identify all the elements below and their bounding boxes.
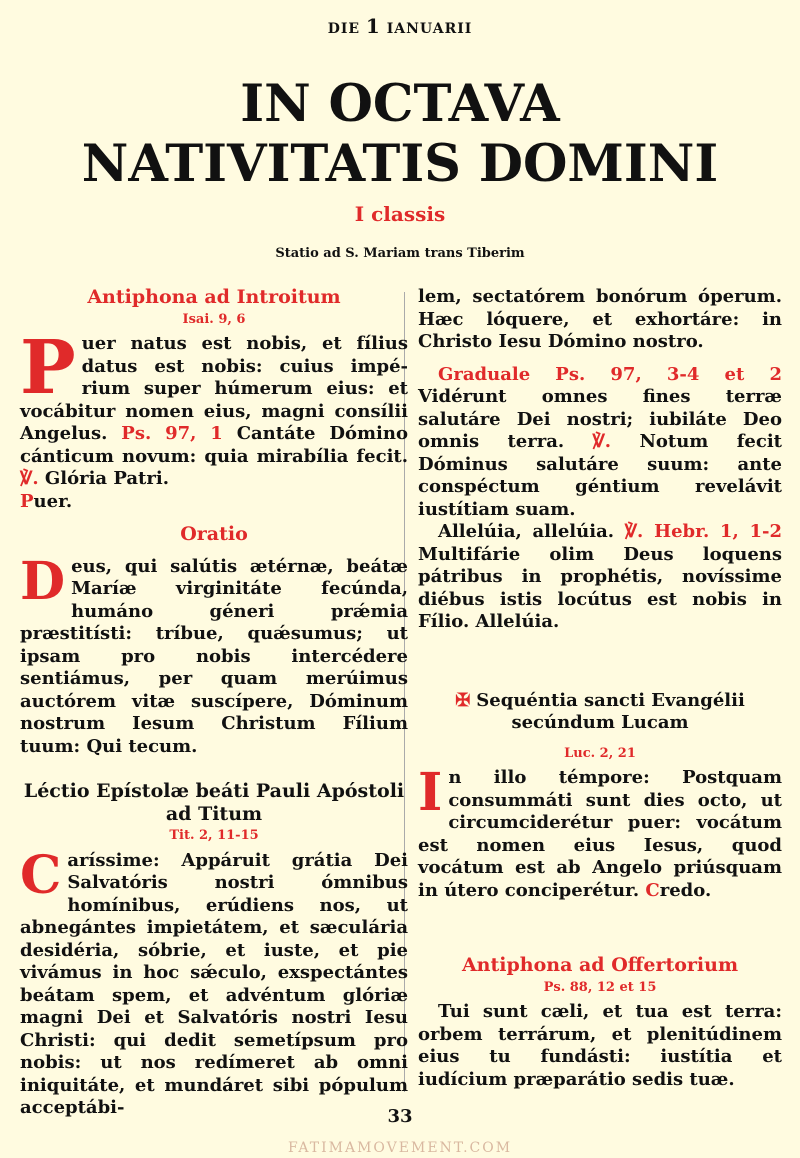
left-column [20,286,408,1120]
gospel-text: n illo témpore: Postquam consummáti sunt dies octo, ut circumciderétur puer: vocátum est nomen eius Iesus, quod vocátum est ab Angelo priúsquam in útero conciperétur. [418,767,782,901]
introit-gloria: Glória Patri. [44,468,169,489]
spacer [418,902,782,954]
alleluia-ref: Hebr. 1, 1-2 [654,521,782,542]
introit-heading: Antiphona ad Introitum [87,286,341,308]
right-column [418,286,782,1091]
title-line-1: IN OCTAVA [240,74,560,134]
gradual-label: Graduale Ps. 97, 3-4 et 2 [438,363,782,385]
running-head [0,14,800,38]
gospel-dropcap: I [418,762,443,823]
page-title [0,74,800,194]
statio: Statio ad S. Mariam trans Tiberim [275,246,525,261]
credo-cap: C [645,879,660,901]
oratio-dropcap: D [20,550,66,612]
introit-dropcap: P [20,325,76,411]
introit-psalm-ref: Ps. 97, 1 [121,423,223,444]
offertory-ref: Ps. 88, 12 et 15 [543,979,657,995]
epistle-dropcap: C [20,844,62,906]
epistle-text: aríssime: Appáruit grátia Dei Salvatóris nostri ómnibus homínibus, erúdiens nos, ut abnegántes impietátem, et sæculária desidéria, sóbrie, et iuste, et pie vivámus in hoc sǽculo, exspectántes beátam spem, et advéntum glóriæ magni Dei et Salvatóris nostri Iesu Christi: qui dedit semetípsum pro nobis: ut nos redímeret ab omni iniquitáte, et mundáret sibi pópulum acceptábi- [20,849,408,1118]
epistle-continued: lem, sectatórem bonórum óperum. Hæc lóquere, et exhortáre: in Christo Iesu Dómino nostro. [418,286,782,352]
epistle-text-block [20,844,408,1120]
spacer [418,735,782,743]
introit-text: uer natus est nobis, et fílius datus est nobis: cuius impé-rium super húmerum eius: et vocábitur nomen eius, magni consílii Angelus. [20,333,408,444]
versicle-icon: ℣. [20,468,39,489]
offertory-heading: Antiphona ad Offertorium [461,954,739,976]
versicle-icon: ℣. [624,521,644,542]
alleluia-verse: Multifárie olim Deus loquens pátribus in prophétis, novíssime diébus istis locútus est nobis in Fílio. Allelúia. [418,543,782,632]
spacer [20,513,408,523]
versicle-icon: ℣. [592,431,612,452]
introit-ref: Isai. 9, 6 [182,311,246,327]
introit-psalm-text: Cantáte Dómino cánticum novum: quia mirabília fecit. [20,423,408,467]
gospel-heading-block [418,690,782,735]
gospel-ref: Luc. 2, 21 [564,745,636,761]
gradual-text: Vidérunt omnes fines terræ salutáre Dei nostri; iubiláte Deo omnis terra. [418,386,782,452]
page-number: 33 [387,1106,413,1127]
gradual-text-2: Notum fecit Dóminus salutáre suum: ante conspéctum géntium revelávit iustítiam suam. [418,431,782,520]
watermark-footer: FATIMAMOVEMENT.COM [287,1140,513,1156]
title-line-2: NATIVITATIS DOMINI [81,134,719,194]
oratio-heading: Oratio [180,523,248,545]
cross-icon: ✠ [455,689,471,711]
epistle-heading: Léctio Epístolæ beáti Pauli Apóstoli ad Titum [23,780,405,825]
introit-repeat-cap: P [20,490,34,512]
spacer [418,354,782,364]
gospel-heading: Sequéntia sancti Evangélii secúndum Lucam [476,689,745,733]
offertory-text: Tui sunt cæli, et tua est terra: orbem terrárum, et plenitúdinem eius tu fundásti: iustítia et iudícium præparátio sedis tuæ. [418,1001,782,1090]
introit-repeat-rest: uer. [33,490,73,512]
gospel-text-block [418,762,782,902]
introit-text-block [20,325,408,513]
spacer [418,634,782,690]
oratio-text: eus, qui salútis ætérnæ, beátæ Maríæ virginitáte fecúnda, humáno géneri prǽmia præstitísti: tríbue, quǽsumus; ut ipsam pro nobis intercédere sentiámus, per quam merúimus auctórem vitæ suscípere, Dóminum nostrum Iesum Christum Fílium tuum: Qui tecum. [20,555,408,757]
spacer [20,758,408,780]
running-head-pre: DIE [327,21,366,37]
running-head-month: IANUARII [380,21,473,37]
epistle-ref: Tit. 2, 11-15 [169,828,259,843]
feast-class: I classis [354,202,446,226]
gradual-block [418,364,782,522]
spacer [20,546,408,556]
alleluia-text: Allelúia, allelúia. [438,521,614,542]
alleluia-block [418,521,782,634]
credo-rest: redo. [659,879,712,901]
running-head-day: 1 [365,14,381,38]
oratio-text-block [20,550,408,759]
